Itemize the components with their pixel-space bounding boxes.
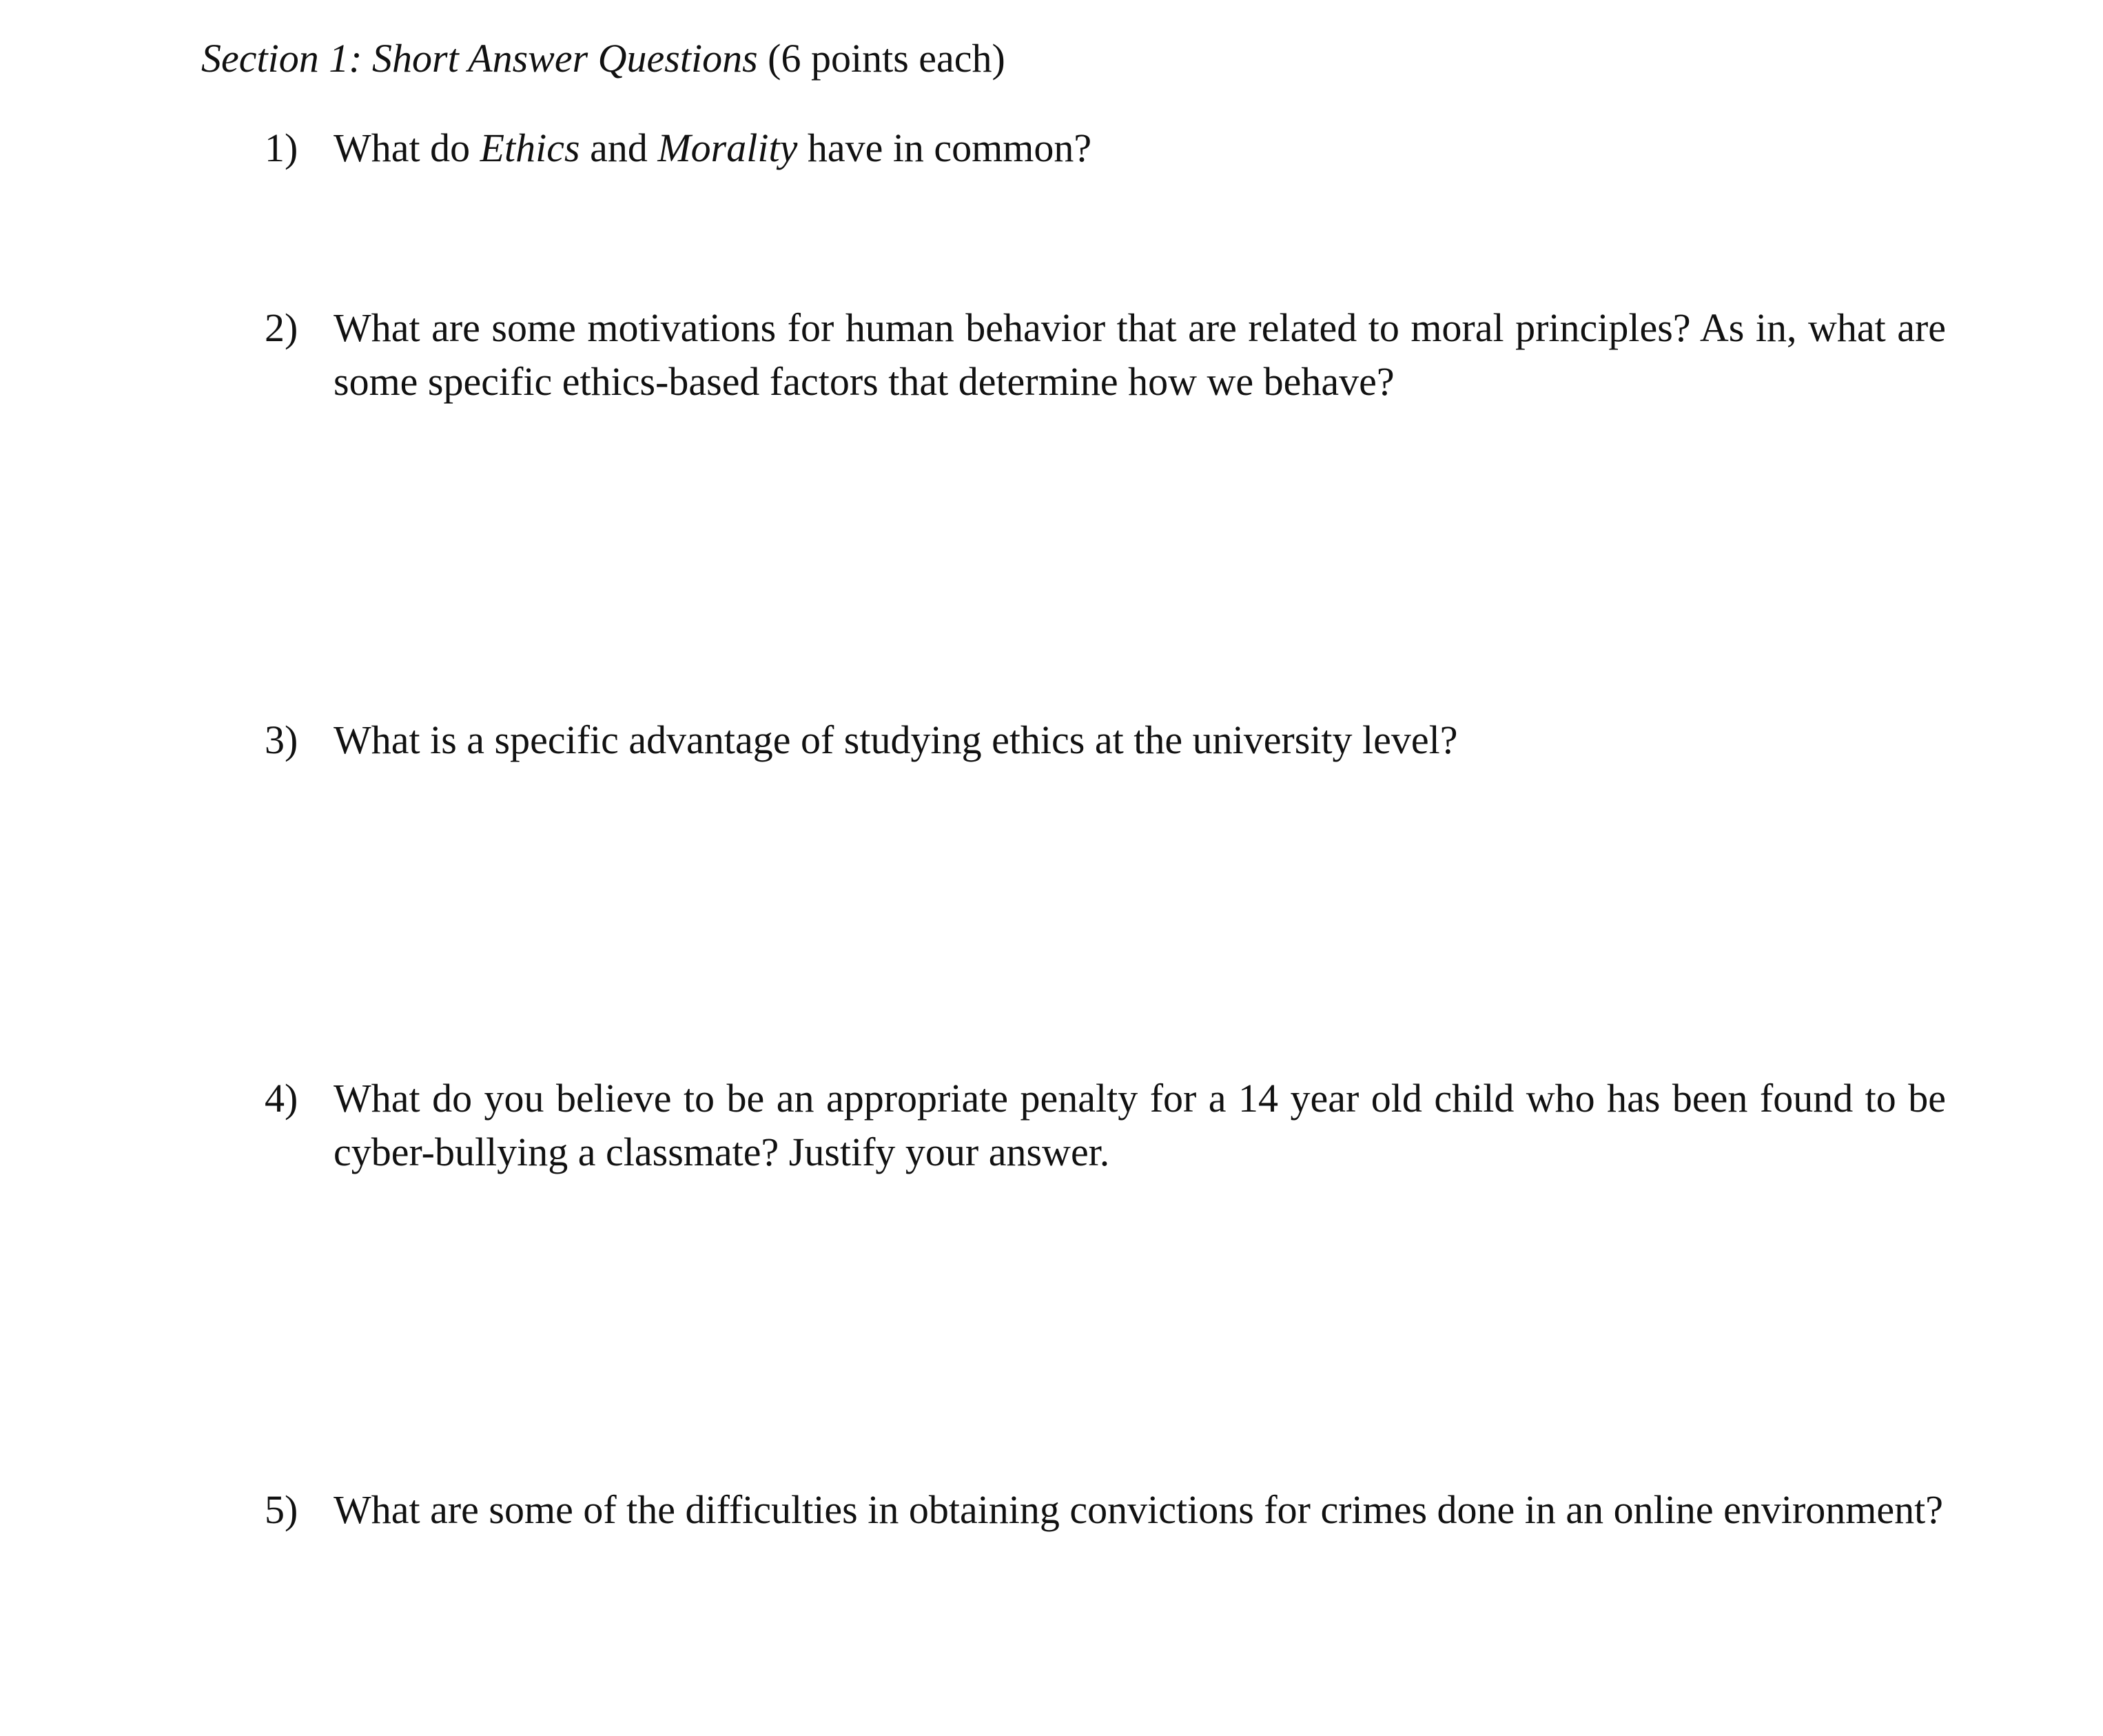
question-5 (265, 1483, 1946, 1537)
question-2 (265, 301, 1946, 409)
question-number: 3) (265, 717, 298, 762)
question-4 (265, 1072, 1946, 1179)
question-text-part: What do (334, 125, 480, 170)
ethics-term: Ethics (480, 125, 580, 170)
question-1 (265, 121, 1946, 175)
question-text-part: have in common? (797, 125, 1092, 170)
morality-term: Morality (657, 125, 798, 170)
question-text: What are some motivations for human behavior that are related to moral principles? As in, what are some specific ethics-based factors that determine how we behave? (334, 305, 1946, 404)
question-number: 4) (265, 1076, 298, 1121)
question-number: 5) (265, 1487, 298, 1532)
question-text (334, 121, 1946, 175)
question-text: What are some of the difficulties in obtaining convictions for crimes done in an online environment? (334, 1487, 1944, 1532)
question-text-part: and (579, 125, 658, 170)
question-number: 1) (265, 125, 298, 170)
question-3 (265, 713, 1946, 767)
question-text: What is a specific advantage of studying ethics at the university level? (334, 717, 1458, 762)
question-number: 2) (265, 305, 298, 350)
section-title: Section 1: Short Answer Questions (201, 36, 758, 81)
section-heading (201, 32, 1005, 85)
section-points: (6 points each) (757, 36, 1005, 81)
question-text: What do you believe to be an appropriate penalty for a 14 year old child who has been found to be cyber-bullying a classmate? Justify your answer. (334, 1076, 1946, 1174)
